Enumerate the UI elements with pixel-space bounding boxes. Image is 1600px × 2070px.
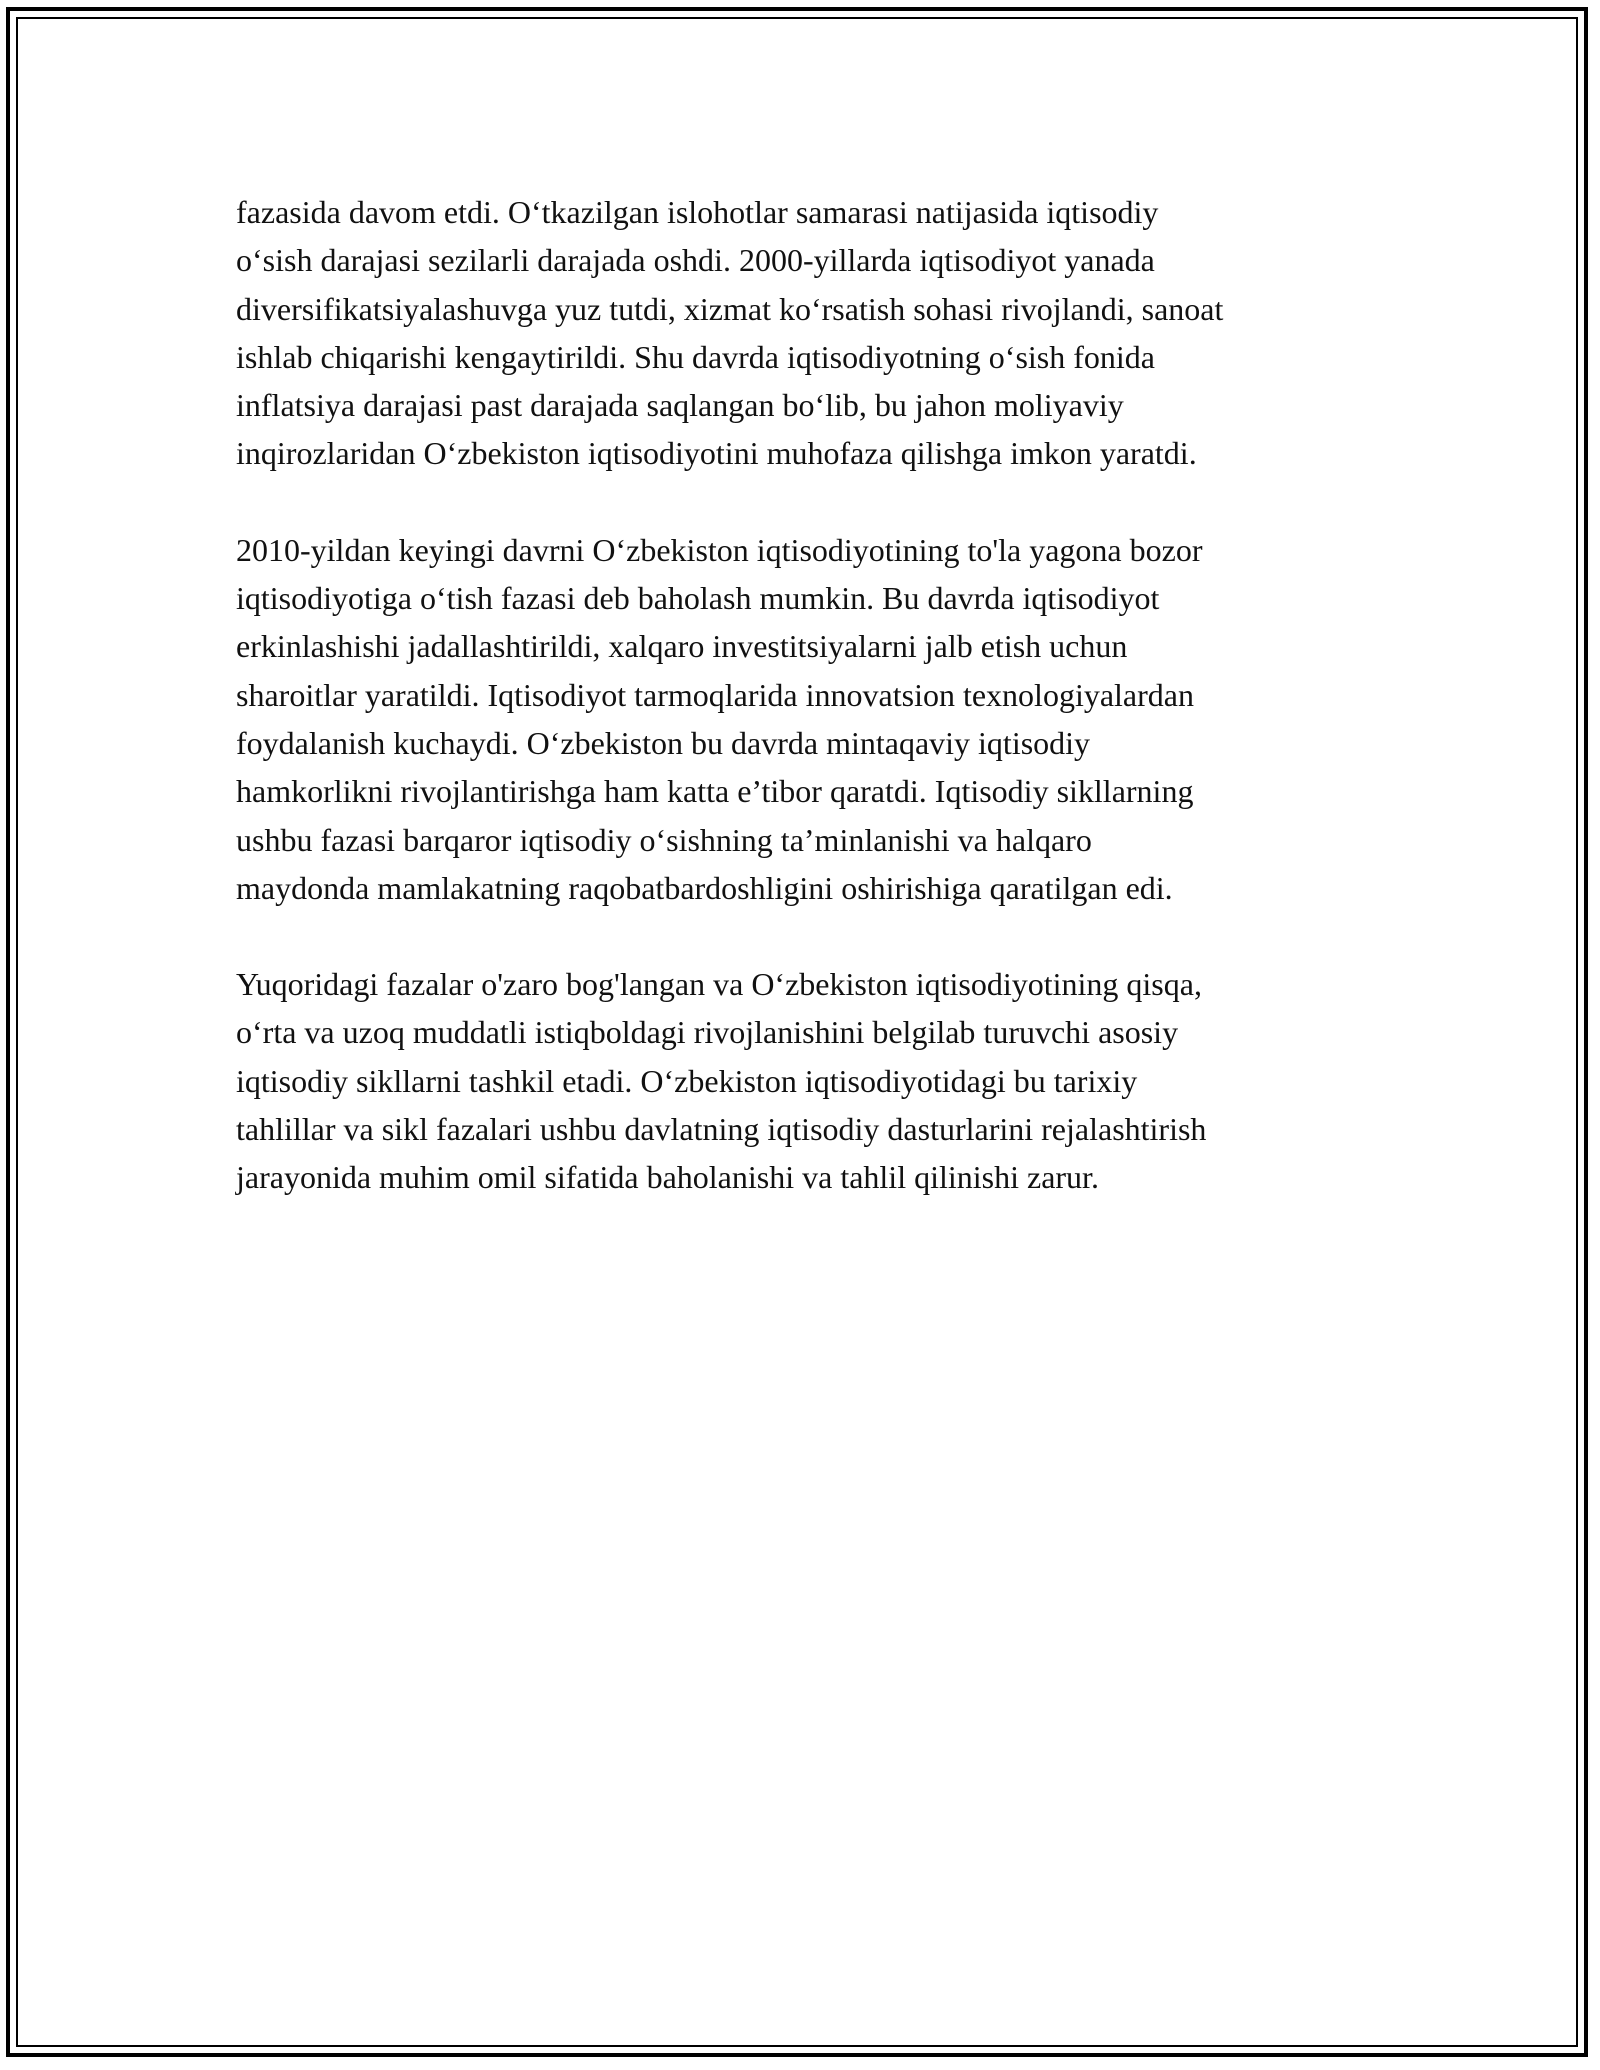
text-line: o‘sish darajasi sezilarli darajada oshdi. 2000-yillarda iqtisodiyot yanada — [236, 242, 1155, 279]
text-line: sharoitlar yaratildi. Iqtisodiyot tarmoqlarida innovatsion texnologiyalardan — [236, 676, 1194, 713]
text-line: jarayonida muhim omil sifatida baholanishi va tahlil qilinishi zarur. — [236, 1159, 1099, 1196]
text-line: fazasida davom etdi. O‘tkazilgan islohotlar samarasi natijasida iqtisodiy — [236, 194, 1159, 230]
text-line: inqirozlaridan O‘zbekiston iqtisodiyotini muhofaza qilishga imkon yaratdi. — [236, 435, 1197, 472]
text-line: maydonda mamlakatning raqobatbardoshligini oshirishiga qaratilgan edi. — [236, 869, 1173, 906]
text-line: erkinlashishi jadallashtirildi, xalqaro investitsiyalarni jalb etish uchun — [236, 628, 1128, 665]
text-line: ishlab chiqarishi kengaytirildi. Shu davrda iqtisodiyotning o‘sish fonida — [236, 338, 1155, 375]
text-line: Yuqoridagi fazalar o'zaro bog'langan va O‘zbekiston iqtisodiyotining qisqa, — [236, 966, 1202, 1003]
paragraph-3 — [236, 960, 1376, 1201]
text-line: iqtisodiyotiga o‘tish fazasi deb baholash mumkin. Bu davrda iqtisodiyot — [236, 580, 1160, 617]
text-line: o‘rta va uzoq muddatli istiqboldagi rivojlanishini belgilab turuvchi asosiy — [236, 1014, 1179, 1051]
text-line: 2010-yildan keyingi davrni O‘zbekiston iqtisodiyotining to'la yagona bozor — [236, 531, 1203, 568]
text-line: iqtisodiy sikllarni tashkil etadi. O‘zbekiston iqtisodiyotidagi bu tarixiy — [236, 1062, 1138, 1099]
document-body — [236, 188, 1376, 1250]
paragraph-2 — [236, 526, 1376, 912]
text-line: diversifikatsiyalashuvga yuz tutdi, xizmat ko‘rsatish sohasi rivojlandi, sanoat — [236, 290, 1224, 327]
paragraph-1 — [236, 188, 1376, 478]
text-line: hamkorlikni rivojlantirishga ham katta e’tibor qaratdi. Iqtisodiy sikllarning — [236, 773, 1194, 810]
text-line: tahlillar va sikl fazalari ushbu davlatning iqtisodiy dasturlarini rejalashtirish — [236, 1111, 1207, 1148]
text-line: inflatsiya darajasi past darajada saqlangan bo‘lib, bu jahon moliyaviy — [236, 387, 1124, 424]
text-line: foydalanish kuchaydi. O‘zbekiston bu davrda mintaqaviy iqtisodiy — [236, 724, 1091, 761]
text-line: ushbu fazasi barqaror iqtisodiy o‘sishning ta’minlanishi va halqaro — [236, 821, 1092, 858]
